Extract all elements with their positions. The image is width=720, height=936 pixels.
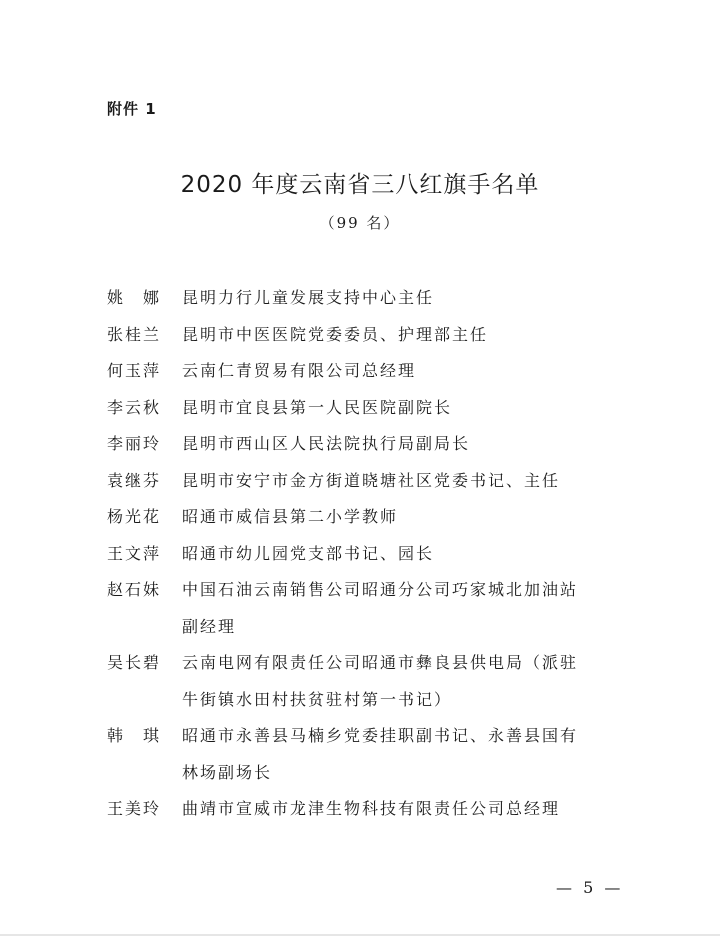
- honoree-position: 中国石油云南销售公司昭通分公司巧家城北加油站 副经理: [182, 580, 579, 636]
- list-item: [107, 791, 627, 828]
- list-item: [107, 572, 627, 645]
- honoree-position: 云南电网有限责任公司昭通市彝良县供电局（派驻 牛街镇水田村扶贫驻村第一书记）: [182, 653, 579, 709]
- honoree-name: 李丽玲: [107, 434, 162, 453]
- honoree-position: 昭通市永善县马楠乡党委挂职副书记、永善县国有 林场副场长: [182, 726, 579, 782]
- honoree-name: 袁继芬: [107, 470, 162, 490]
- honoree-name: 王文萍: [107, 543, 162, 563]
- list-item: [107, 317, 627, 354]
- page-number: — 5 —: [556, 878, 624, 897]
- honoree-list: [107, 280, 627, 828]
- list-item: [107, 645, 627, 718]
- list-item: [107, 499, 627, 536]
- honoree-name: 吴长碧: [107, 653, 162, 672]
- attachment-label: 附件 1: [107, 100, 157, 118]
- honoree-name: 姚 娜: [107, 288, 162, 307]
- honoree-position: 曲靖市宣威市龙津生物科技有限责任公司总经理: [182, 799, 561, 818]
- list-item: [107, 280, 627, 317]
- honoree-position: 昆明市安宁市金方街道晓塘社区党委书记、主任: [182, 470, 561, 490]
- document-title: 2020 年度云南省三八红旗手名单: [180, 172, 540, 198]
- honoree-position: 昆明力行儿童发展支持中心主任: [182, 288, 435, 307]
- list-item: [107, 536, 627, 573]
- honoree-position: 云南仁青贸易有限公司总经理: [182, 361, 417, 380]
- honoree-name: 韩 琪: [107, 726, 162, 745]
- honoree-position: 昆明市西山区人民法院执行局副局长: [182, 434, 471, 453]
- honoree-name: 王美玲: [107, 799, 162, 818]
- honoree-name: 李云秋: [107, 397, 162, 417]
- list-item: [107, 718, 627, 791]
- list-item: [107, 463, 627, 500]
- list-item: [107, 353, 627, 390]
- list-item: [107, 426, 627, 463]
- honoree-position: 昭通市幼儿园党支部书记、园长: [182, 543, 435, 563]
- honoree-position: 昆明市中医医院党委委员、护理部主任: [182, 324, 489, 344]
- honoree-name: 何玉萍: [107, 361, 162, 380]
- list-item: [107, 390, 627, 427]
- honoree-position: 昭通市威信县第二小学教师: [182, 507, 399, 526]
- honoree-name: 张桂兰: [107, 324, 162, 344]
- honoree-count: （99 名）: [319, 214, 401, 232]
- honoree-name: 杨光花: [107, 507, 162, 526]
- honoree-position: 昆明市宜良县第一人民医院副院长: [182, 397, 453, 417]
- honoree-name: 赵石妹: [107, 580, 162, 599]
